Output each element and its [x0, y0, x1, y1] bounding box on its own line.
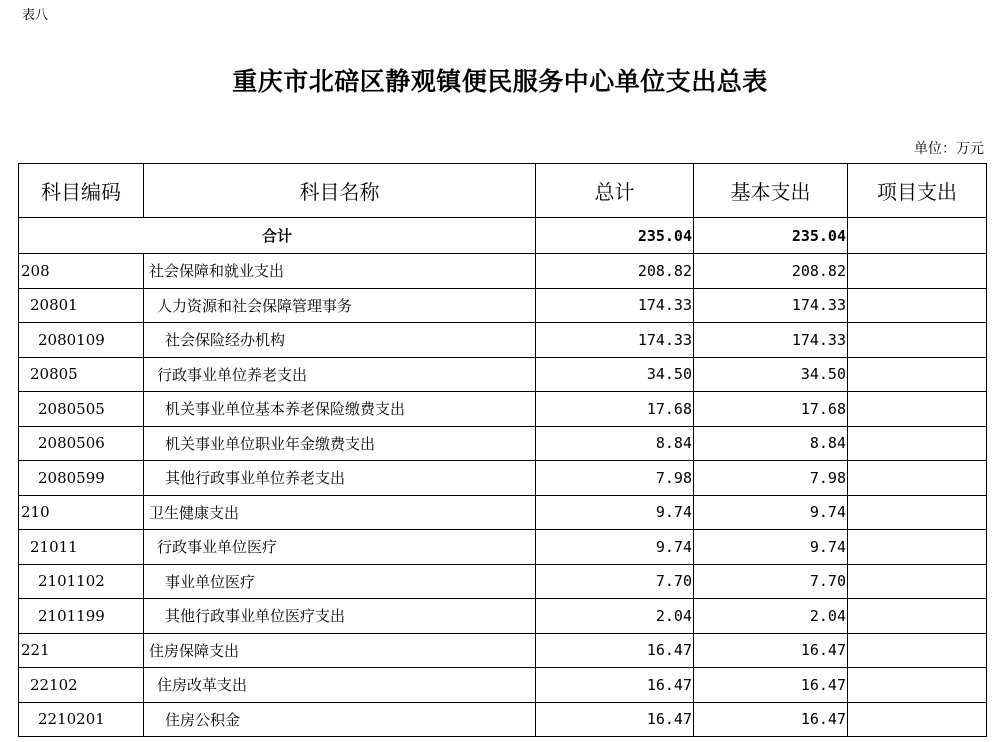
row-total: 34.50 [536, 357, 694, 392]
total-label: 合计 [19, 218, 536, 254]
row-project [848, 702, 987, 737]
row-basic: 7.70 [694, 564, 848, 599]
page-title: 重庆市北碚区静观镇便民服务中心单位支出总表 [232, 67, 768, 96]
row-basic: 7.98 [694, 461, 848, 496]
total-basic: 235.04 [694, 218, 848, 254]
row-total: 16.47 [536, 633, 694, 668]
row-total: 16.47 [536, 668, 694, 703]
row-code: 221 [19, 633, 144, 668]
table-number: 表八 [22, 8, 49, 23]
row-name: 人力资源和社会保障管理事务 [144, 288, 536, 323]
row-total: 7.70 [536, 564, 694, 599]
row-name: 住房公积金 [144, 702, 536, 737]
row-basic: 2.04 [694, 599, 848, 634]
row-total: 17.68 [536, 392, 694, 427]
row-name: 住房改革支出 [144, 668, 536, 703]
expenditure-table [18, 163, 987, 737]
row-project [848, 288, 987, 323]
row-total: 8.84 [536, 426, 694, 461]
row-name: 卫生健康支出 [144, 495, 536, 530]
row-code: 21011 [19, 530, 144, 565]
row-code: 2080599 [19, 461, 144, 496]
row-project [848, 357, 987, 392]
header-basic: 基本支出 [694, 164, 848, 218]
unit-label: 单位：万元 [914, 141, 984, 157]
row-code: 210 [19, 495, 144, 530]
row-total: 16.47 [536, 702, 694, 737]
row-code: 2101102 [19, 564, 144, 599]
row-name: 社会保障和就业支出 [144, 254, 536, 289]
row-name: 其他行政事业单位医疗支出 [144, 599, 536, 634]
row-basic: 174.33 [694, 323, 848, 358]
row-basic: 9.74 [694, 530, 848, 565]
row-project [848, 564, 987, 599]
row-total: 174.33 [536, 323, 694, 358]
header-project: 项目支出 [848, 164, 987, 218]
row-code: 2210201 [19, 702, 144, 737]
table-row [19, 599, 987, 634]
row-basic: 16.47 [694, 702, 848, 737]
table-row [19, 633, 987, 668]
row-code: 20801 [19, 288, 144, 323]
row-project [848, 633, 987, 668]
table-row [19, 392, 987, 427]
row-total: 2.04 [536, 599, 694, 634]
table-row [19, 461, 987, 496]
total-project [848, 218, 987, 254]
table-row [19, 495, 987, 530]
row-name: 住房保障支出 [144, 633, 536, 668]
table-row [19, 288, 987, 323]
row-code: 22102 [19, 668, 144, 703]
row-basic: 16.47 [694, 633, 848, 668]
row-project [848, 599, 987, 634]
table-row [19, 323, 987, 358]
header-row [19, 164, 987, 218]
row-code: 2101199 [19, 599, 144, 634]
row-basic: 9.74 [694, 495, 848, 530]
row-project [848, 323, 987, 358]
row-code: 2080505 [19, 392, 144, 427]
row-total: 174.33 [536, 288, 694, 323]
table-row [19, 668, 987, 703]
row-total: 208.82 [536, 254, 694, 289]
total-row [19, 218, 987, 254]
row-project [848, 426, 987, 461]
row-total: 7.98 [536, 461, 694, 496]
row-basic: 16.47 [694, 668, 848, 703]
row-code: 2080109 [19, 323, 144, 358]
table-row [19, 254, 987, 289]
row-code: 2080506 [19, 426, 144, 461]
row-basic: 8.84 [694, 426, 848, 461]
row-project [848, 461, 987, 496]
row-name: 其他行政事业单位养老支出 [144, 461, 536, 496]
table-row [19, 426, 987, 461]
row-project [848, 495, 987, 530]
table-row [19, 357, 987, 392]
row-basic: 174.33 [694, 288, 848, 323]
table-row [19, 702, 987, 737]
row-project [848, 392, 987, 427]
row-code: 20805 [19, 357, 144, 392]
row-name: 社会保险经办机构 [144, 323, 536, 358]
row-project [848, 530, 987, 565]
row-name: 行政事业单位养老支出 [144, 357, 536, 392]
row-basic: 34.50 [694, 357, 848, 392]
row-total: 9.74 [536, 530, 694, 565]
header-total: 总计 [536, 164, 694, 218]
row-basic: 17.68 [694, 392, 848, 427]
total-total: 235.04 [536, 218, 694, 254]
row-project [848, 668, 987, 703]
header-name: 科目名称 [144, 164, 536, 218]
row-basic: 208.82 [694, 254, 848, 289]
table-row [19, 564, 987, 599]
row-total: 9.74 [536, 495, 694, 530]
row-name: 行政事业单位医疗 [144, 530, 536, 565]
row-name: 机关事业单位基本养老保险缴费支出 [144, 392, 536, 427]
row-name: 机关事业单位职业年金缴费支出 [144, 426, 536, 461]
row-project [848, 254, 987, 289]
row-code: 208 [19, 254, 144, 289]
header-code: 科目编码 [19, 164, 144, 218]
table-row [19, 530, 987, 565]
row-name: 事业单位医疗 [144, 564, 536, 599]
